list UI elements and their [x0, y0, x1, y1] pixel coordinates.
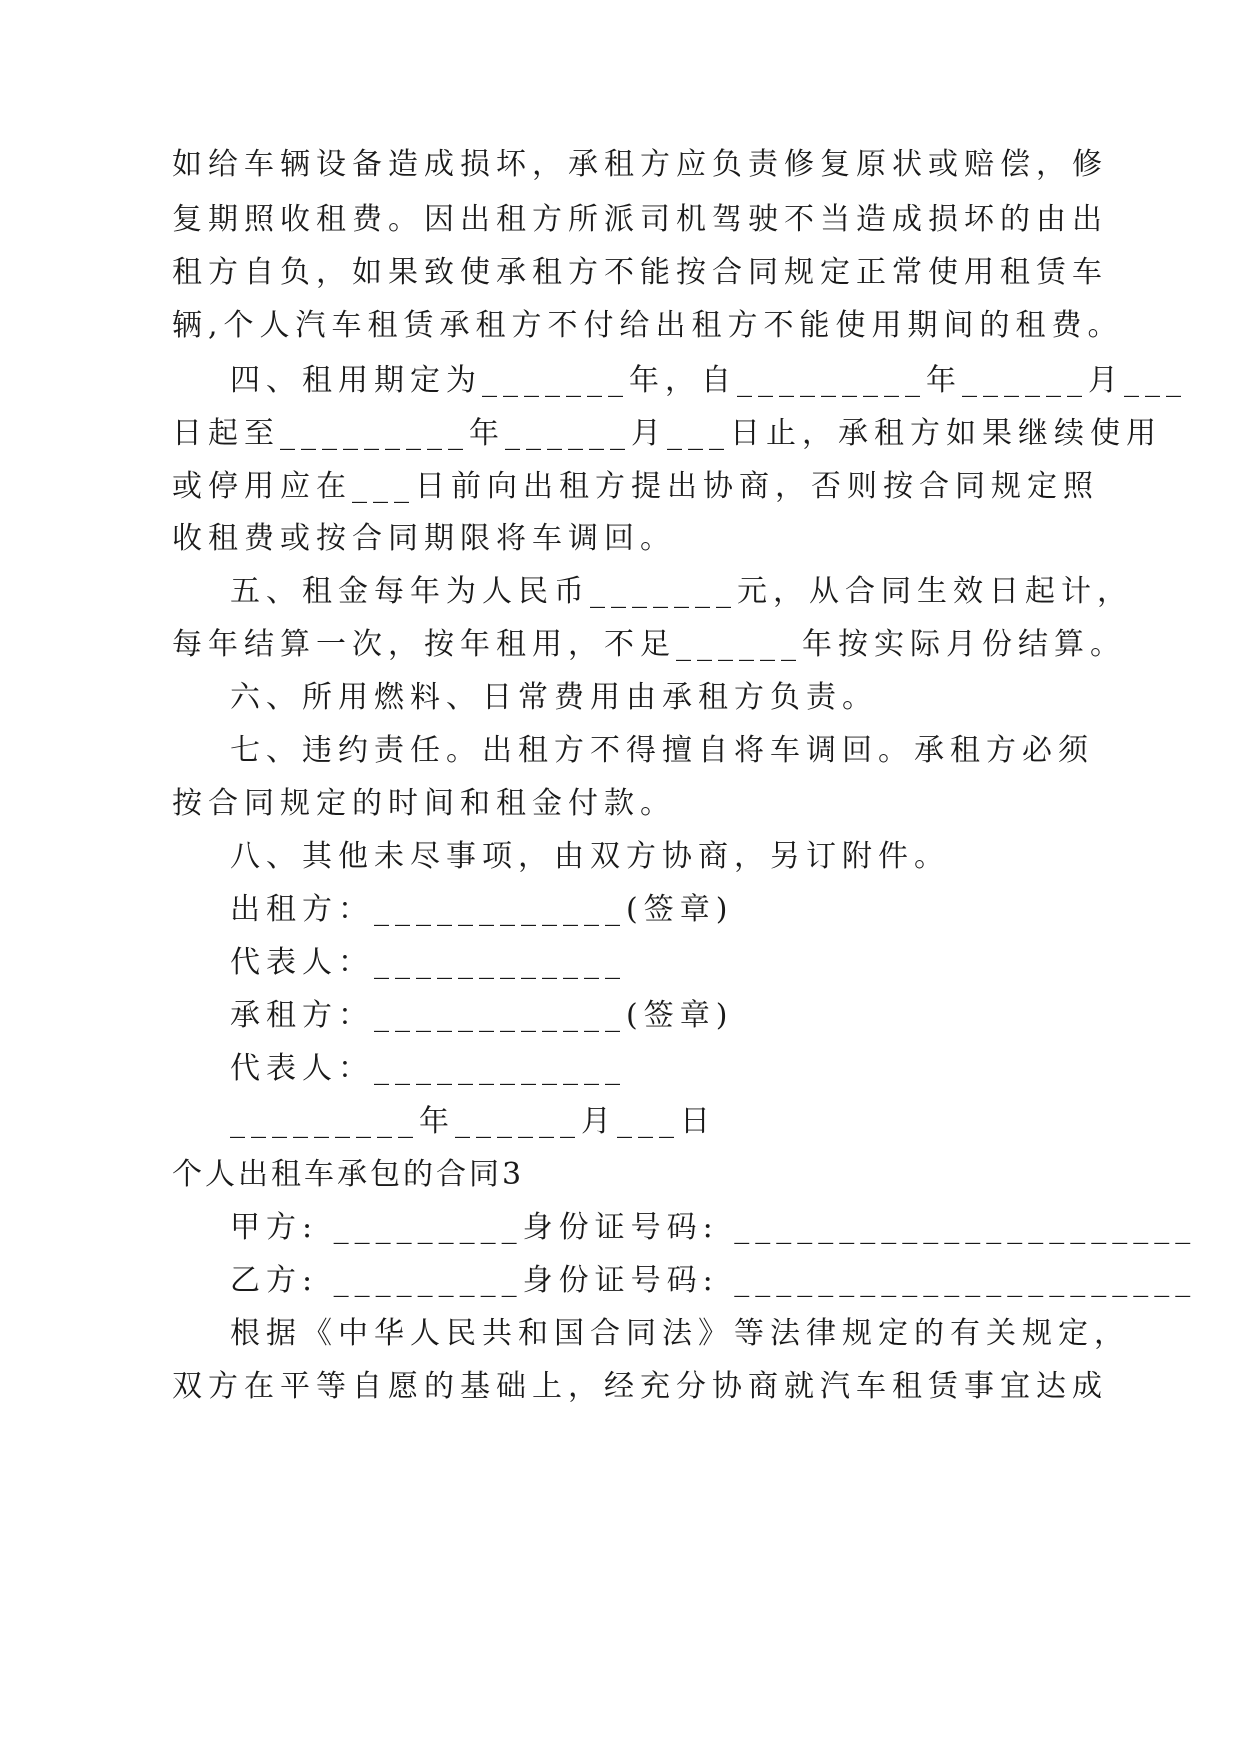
clause-4-line-3: 或停用应在___日前向出租方提出协商，否则按合同规定照 — [172, 469, 1099, 504]
clause-5-line-1: 五、租金每年为人民币_______元，从合同生效日起计， — [230, 574, 1133, 609]
signing-date-field: _________年______月___日 — [230, 1104, 716, 1139]
lessee-signature-field: 承租方：____________(签章) — [230, 998, 734, 1033]
lessor-signature-field: 出租方：____________(签章) — [230, 892, 734, 927]
lessee-representative-field: 代表人：____________ — [230, 1051, 626, 1086]
clause-4-line-1: 四、租用期定为_______年，自_________年______月___ — [230, 363, 1187, 398]
paragraph-3-line-4: 辆,个人汽车租赁承租方不付给出租方不能使用期间的租费。 — [172, 308, 1124, 343]
clause-7-line-1: 七、违约责任。出租方不得擅自将车调回。承租方必须 — [230, 733, 1094, 768]
paragraph-3-line-1: 如给车辆设备造成损坏，承租方应负责修复原状或赔偿，修 — [172, 147, 1108, 182]
lessor-representative-field: 代表人：____________ — [230, 945, 626, 980]
preamble-line-2: 双方在平等自愿的基础上，经充分协商就汽车租赁事宜达成 — [172, 1369, 1108, 1404]
preamble-line-1: 根据《中华人民共和国合同法》等法律规定的有关规定， — [230, 1316, 1130, 1351]
clause-7-line-2: 按合同规定的时间和租金付款。 — [172, 786, 676, 821]
paragraph-3-line-3: 租方自负，如果致使承租方不能按合同规定正常使用租赁车 — [172, 255, 1108, 290]
party-a-field: 甲方: _________身份证号码: ______________________ — [230, 1210, 1197, 1245]
clause-8: 八、其他未尽事项，由双方协商，另订附件。 — [230, 839, 950, 874]
clause-4-line-2: 日起至_________年______月___日止，承租方如果继续使用 — [172, 416, 1162, 451]
contract-3-title: 个人出租车承包的合同3 — [172, 1157, 525, 1192]
clause-4-line-4: 收租费或按合同期限将车调回。 — [172, 521, 676, 556]
paragraph-3-line-2: 复期照收租费。因出租方所派司机驾驶不当造成损坏的由出 — [172, 202, 1108, 237]
clause-6: 六、所用燃料、日常费用由承租方负责。 — [230, 680, 878, 715]
party-b-field: 乙方: _________身份证号码: ______________________ — [230, 1263, 1197, 1298]
clause-5-line-2: 每年结算一次，按年租用，不足______年按实际月份结算。 — [172, 627, 1126, 662]
